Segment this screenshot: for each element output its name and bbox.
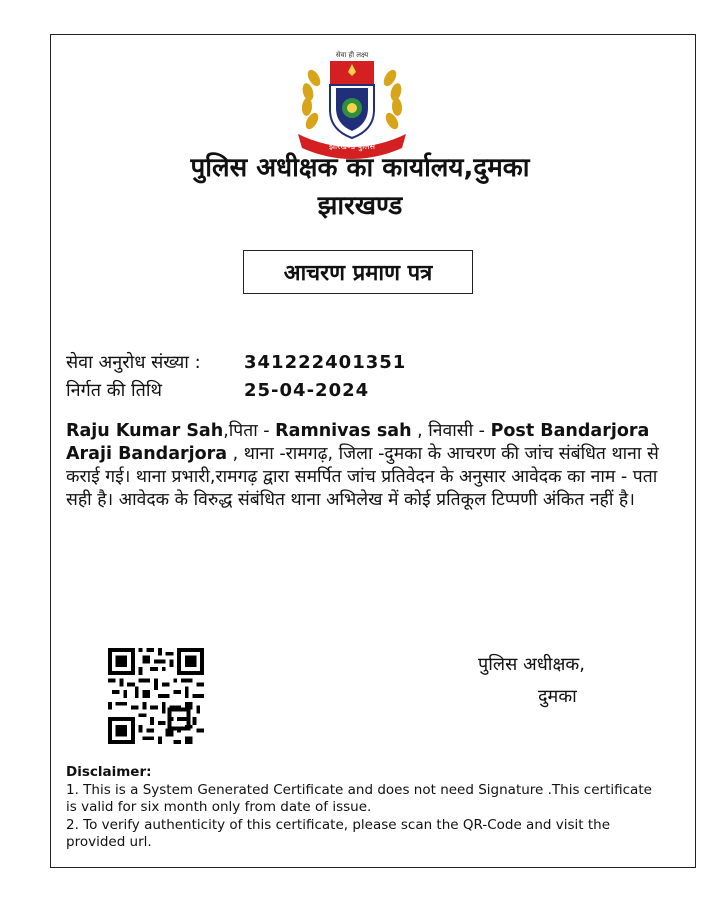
disclaimer [66, 764, 666, 852]
service-request-value: 341222401351 [244, 352, 407, 373]
father-label: ,पिता - [223, 421, 276, 441]
disclaimer-line-2: 2. To verify authenticity of this certificate, please scan the QR-Code and visit the provided url. [66, 816, 611, 850]
disclaimer-heading: Disclaimer: [66, 764, 152, 780]
emblem-banner: झारखण्ड पुलिस [328, 142, 376, 151]
disclaimer-line-1: 1. This is a System Generated Certificate and does not need Signature .This certificate is valid for six month only from date of issue. [66, 781, 652, 815]
body-statement: , थाना -रामगढ़, जिला -दुमका के आचरण की जांच संबंधित थाना से कराई गई। थाना प्रभारी,रामगढ़ द्वारा समर्पित जांच प्रतिवेदन के अनुसार आवेदक का नाम - पता सही है। आवेदक के विरुद्ध संबंधित थाना अभिलेख में कोई प्रतिकूल टिप्पणी अंकित नहीं है। [66, 444, 659, 510]
applicant-name: Raju Kumar Sah [66, 421, 224, 441]
resident-label: , निवासी - [411, 421, 491, 441]
office-title: पुलिस अधीक्षक का कार्यालय,दुमका [190, 153, 530, 183]
service-request-label: सेवा अनुरोध संख्या : [66, 352, 201, 373]
qr-code-icon [108, 648, 204, 744]
signatory-title: पुलिस अधीक्षक, [478, 654, 585, 675]
signatory-location: दुमका [538, 686, 577, 707]
jharkhand-police-emblem-icon [292, 48, 412, 160]
certificate-body [66, 420, 666, 512]
service-request-row [66, 350, 406, 374]
issue-date-label: निर्गत की तिथि [66, 380, 163, 401]
state-title: झारखण्ड [317, 191, 403, 221]
certificate-title-box [243, 250, 473, 294]
father-name: Ramnivas sah [275, 421, 412, 441]
applicant-address: Post Bandarjora Araji Bandarjora [66, 421, 650, 464]
certificate-title: आचरण प्रमाण पत्र [283, 261, 433, 286]
emblem-motto: सेवा ही लक्ष्य [335, 51, 369, 59]
issue-date-value: 25-04-2024 [244, 380, 370, 401]
issue-date-row [66, 378, 369, 402]
